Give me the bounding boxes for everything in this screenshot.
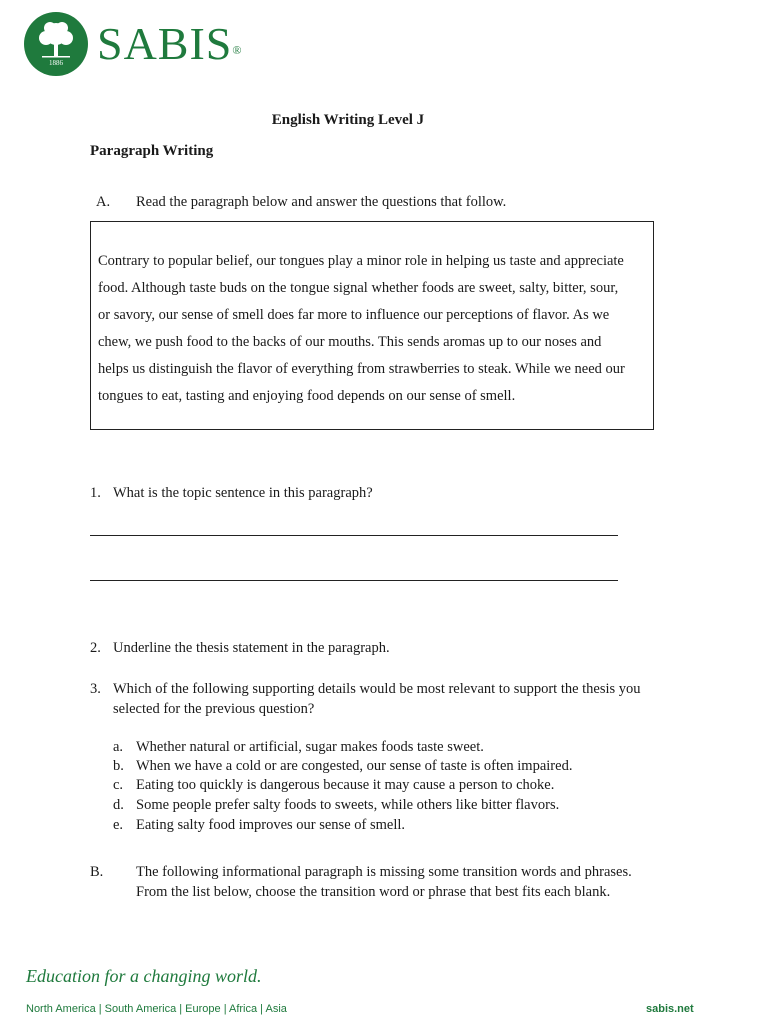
section-a-instruction: Read the paragraph below and answer the questions that follow. (136, 194, 507, 210)
passage-box (90, 221, 654, 430)
section-a-label: A. (96, 194, 111, 210)
question-1-text: What is the topic sentence in this paragraph? (113, 485, 373, 501)
question-2-number: 2. (90, 640, 101, 656)
passage-line: Contrary to popular belief, our tongues play a minor role in helping us taste and appreciate (98, 253, 624, 269)
passage-text (98, 248, 650, 410)
footer-regions: North America | South America | Europe | Africa | Asia (26, 1003, 287, 1015)
footer-url[interactable]: sabis.net (646, 1003, 694, 1015)
answer-line[interactable] (90, 535, 618, 536)
registered-mark: ® (232, 43, 243, 57)
section-b-line1: The following informational paragraph is missing some transition words and phrases. (136, 864, 632, 880)
option-text: Whether natural or artificial, sugar makes foods taste sweet. (136, 739, 484, 755)
option-letter: a. (113, 739, 124, 755)
option-letter: d. (113, 797, 124, 813)
section-heading: Paragraph Writing (90, 143, 214, 159)
footer-tagline: Education for a changing world. (26, 966, 262, 986)
option-text: Some people prefer salty foods to sweets, while others like bitter flavors. (136, 797, 560, 813)
question-1-number: 1. (90, 485, 101, 501)
passage-line: helps us distinguish the flavor of everything from strawberries to steak. While we need our (98, 361, 625, 377)
option-text: Eating salty food improves our sense of smell. (136, 817, 406, 833)
passage-line: food. Although taste buds on the tongue signal whether foods are sweet, salty, bitter, sour, (98, 280, 619, 296)
section-b-line2: From the list below, choose the transition word or phrase that best fits each blank. (136, 884, 611, 900)
option-text: Eating too quickly is dangerous because it may cause a person to choke. (136, 777, 555, 793)
passage-line: chew, we push food to the backs of our mouths. This sends aromas up to our noses and (98, 334, 602, 350)
question-3-text-line1: Which of the following supporting details would be most relevant to support the thesis you (113, 681, 641, 697)
passage-line: or savory, our sense of smell does far more to influence our perceptions of flavor. As we (98, 307, 610, 323)
answer-line[interactable] (90, 580, 618, 581)
passage-line: tongues to eat, tasting and enjoying food depends on our sense of smell. (98, 388, 516, 404)
brand-name (97, 18, 243, 70)
question-3-text-line2: selected for the previous question? (113, 701, 315, 717)
question-3-number: 3. (90, 681, 101, 697)
option-letter: c. (113, 777, 124, 793)
sabis-logo-emblem (24, 12, 88, 76)
question-2-text: Underline the thesis statement in the paragraph. (113, 640, 390, 656)
brand-text: SABIS (97, 18, 233, 69)
page-title: English Writing Level J (271, 112, 425, 128)
option-letter: e. (113, 817, 124, 833)
logo-year: 1886 (49, 59, 63, 67)
option-text: When we have a cold or are congested, our sense of taste is often impaired. (136, 758, 573, 774)
option-letter: b. (113, 758, 124, 774)
section-b-label: B. (90, 864, 104, 880)
